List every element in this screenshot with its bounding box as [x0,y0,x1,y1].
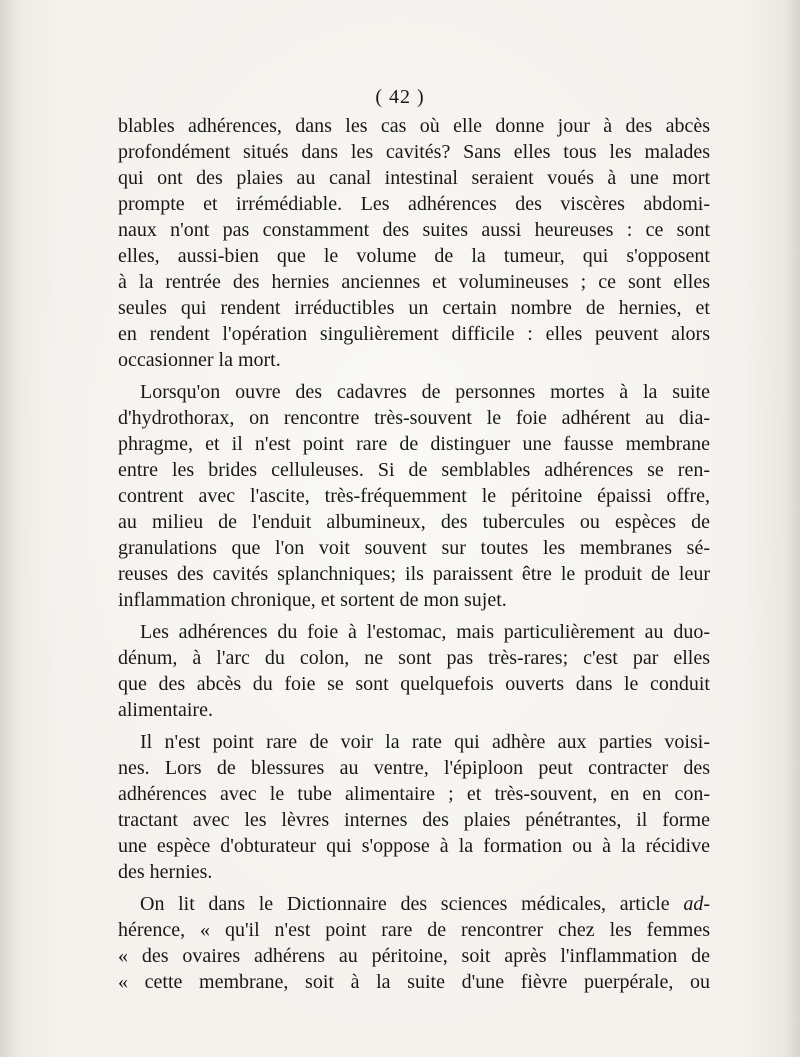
page-number: ( 42 ) [375,86,425,108]
text-line: « cette membrane, soit à la suite d'une fièvre puerpérale, ou [118,971,710,993]
text-line: reuses des cavités splanchniques; ils paraissent être le produit de leur [118,563,710,585]
text-line: tractant avec les lèvres internes des plaies pénétrantes, il forme [118,809,710,831]
text-line: Il n'est point rare de voir la rate qui adhère aux parties voisi- [140,731,710,753]
body-text [118,113,710,995]
text-line: adhérences avec le tube alimentaire ; et très-souvent, en en con- [118,783,710,805]
text-line: entre les brides celluleuses. Si de semblables adhérences se ren- [118,459,710,481]
text-line: contrent avec l'ascite, très-fréquemment le péritoine épaissi offre, [118,485,710,507]
text-line: que des abcès du foie se sont quelquefois ouverts dans le conduit [118,673,710,695]
italic-word: ad- [683,893,710,915]
text-line: profondément situés dans les cavités? Sans elles tous les malades [118,141,710,163]
text-line: Lorsqu'on ouvre des cadavres de personnes mortes à la suite [140,381,710,403]
text-line: dénum, à l'arc du colon, ne sont pas très-rares; c'est par elles [118,647,710,669]
text-line: une espèce d'obturateur qui s'oppose à la formation ou à la récidive [118,835,710,857]
text-line: phragme, et il n'est point rare de distinguer une fausse membrane [118,433,710,455]
text-line: seules qui rendent irréductibles un certain nombre de hernies, et [118,297,710,319]
text-line: naux n'ont pas constamment des suites aussi heureuses : ce sont [118,219,710,241]
text-line: à la rentrée des hernies anciennes et volumineuses ; ce sont elles [118,271,710,293]
text-line: occasionner la mort. [118,349,281,371]
text-line: au milieu de l'enduit albumineux, des tubercules ou espèces de [118,511,710,533]
text-line: hérence, « qu'il n'est point rare de rencontrer chez les femmes [118,919,710,941]
text-line: prompte et irrémédiable. Les adhérences des viscères abdomi- [118,193,710,215]
text-line: granulations que l'on voit souvent sur toutes les membranes sé- [118,537,710,559]
text-line: d'hydrothorax, on rencontre très-souvent le foie adhérent au dia- [118,407,710,429]
text-line: nes. Lors de blessures au ventre, l'épiploon peut contracter des [118,757,710,779]
text-line: qui ont des plaies au canal intestinal seraient voués à une mort [118,167,710,189]
text-line: Les adhérences du foie à l'estomac, mais particulièrement au duo- [140,621,710,643]
text-line: alimentaire. [118,699,213,721]
text-line: inflammation chronique, et sortent de mon sujet. [118,589,507,611]
text-line: des hernies. [118,861,213,883]
text-line: On lit dans le Dictionnaire des sciences médicales, article ad- [140,893,710,915]
text-line: en rendent l'opération singulièrement difficile : elles peuvent alors [118,323,710,345]
text-line: elles, aussi-bien que le volume de la tumeur, qui s'opposent [118,245,710,267]
text-line: blables adhérences, dans les cas où elle donne jour à des abcès [118,115,710,137]
text-line: « des ovaires adhérens au péritoine, soit après l'inflammation de [118,945,710,967]
